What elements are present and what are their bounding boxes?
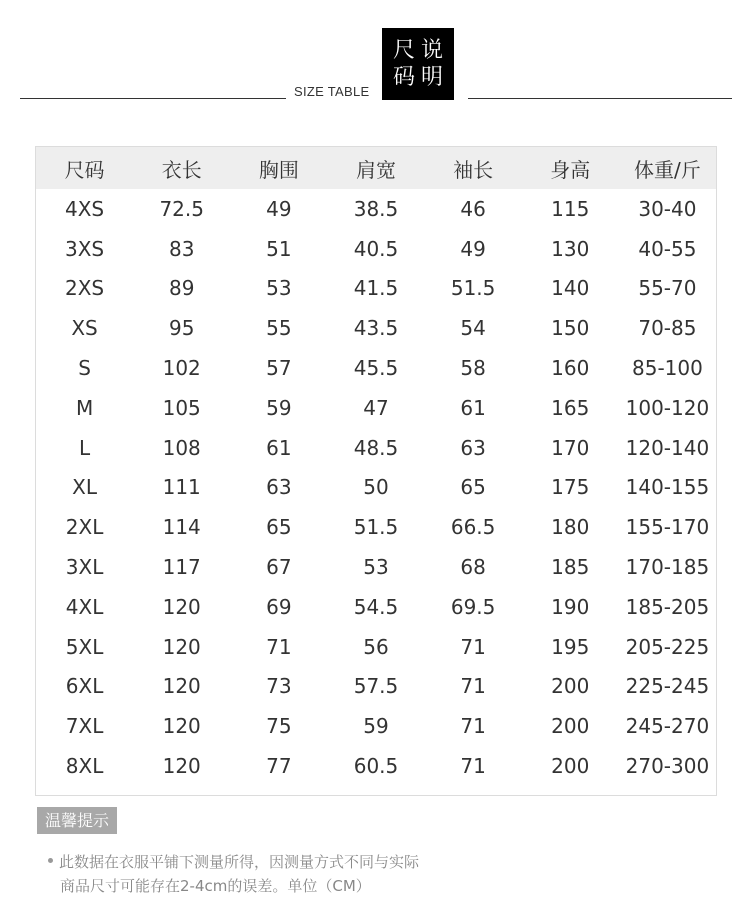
table-cell: 108 bbox=[162, 435, 201, 460]
table-cell: 150 bbox=[551, 316, 590, 341]
table-cell: 117 bbox=[162, 555, 201, 580]
table-cell: 120-140 bbox=[625, 435, 710, 460]
table-row bbox=[36, 388, 716, 428]
table-cell: 120 bbox=[162, 594, 201, 619]
table-row bbox=[36, 269, 716, 309]
column-header-size: 尺码 bbox=[64, 157, 105, 182]
table-cell: 55 bbox=[266, 316, 292, 341]
table-cell: 200 bbox=[551, 674, 590, 699]
table-cell: 30-40 bbox=[638, 196, 697, 221]
table-cell: 6XL bbox=[65, 674, 104, 699]
table-cell: 53 bbox=[266, 276, 292, 301]
table-cell: 175 bbox=[551, 475, 590, 500]
table-cell: 2XL bbox=[65, 515, 104, 540]
right-divider bbox=[468, 98, 732, 99]
table-cell: 5XL bbox=[65, 634, 104, 659]
table-cell: 270-300 bbox=[625, 754, 710, 779]
table-cell: 40.5 bbox=[353, 236, 399, 261]
table-cell: 120 bbox=[162, 714, 201, 739]
table-row bbox=[36, 746, 716, 786]
table-row bbox=[36, 667, 716, 707]
table-cell: 190 bbox=[551, 594, 590, 619]
table-cell: 38.5 bbox=[353, 196, 399, 221]
table-cell: 140 bbox=[551, 276, 590, 301]
table-cell: 200 bbox=[551, 754, 590, 779]
table-cell: M bbox=[75, 395, 94, 420]
table-cell: 71 bbox=[460, 754, 486, 779]
table-cell: 77 bbox=[266, 754, 292, 779]
table-cell: 61 bbox=[266, 435, 292, 460]
size-chart-title-badge bbox=[382, 28, 454, 100]
size-table bbox=[35, 146, 717, 796]
table-cell: XS bbox=[71, 316, 98, 341]
table-cell: 95 bbox=[168, 316, 195, 341]
table-header-row bbox=[36, 147, 716, 189]
table-cell: 41.5 bbox=[353, 276, 399, 301]
column-header-weight: 体重/斤 bbox=[634, 157, 701, 182]
table-cell: 47 bbox=[363, 395, 389, 420]
table-cell: 55-70 bbox=[638, 276, 697, 301]
size-table-subtitle: SIZE TABLE bbox=[294, 84, 370, 99]
table-cell: 50 bbox=[363, 475, 389, 500]
note-line-2: 商品尺寸可能存在2-4cm的误差。单位（CM） bbox=[60, 877, 371, 895]
table-cell: 57.5 bbox=[353, 674, 399, 699]
table-cell: 65 bbox=[266, 515, 292, 540]
tips-badge: 温馨提示 bbox=[37, 807, 117, 834]
table-cell: 65 bbox=[460, 475, 486, 500]
table-cell: 165 bbox=[551, 395, 590, 420]
title-char-1: 尺 bbox=[392, 37, 415, 63]
table-cell: 4XL bbox=[65, 594, 104, 619]
column-header-length: 衣长 bbox=[161, 157, 202, 182]
table-cell: 205-225 bbox=[625, 634, 710, 659]
table-cell: 51.5 bbox=[450, 276, 496, 301]
table-cell: 49 bbox=[460, 236, 486, 261]
table-cell: 114 bbox=[162, 515, 201, 540]
table-cell: 89 bbox=[168, 276, 195, 301]
table-row bbox=[36, 507, 716, 547]
table-cell: 45.5 bbox=[353, 356, 399, 381]
table-cell: 53 bbox=[363, 555, 389, 580]
table-cell: 71 bbox=[460, 674, 486, 699]
table-cell: 2XS bbox=[65, 276, 105, 301]
table-cell: 63 bbox=[460, 435, 486, 460]
table-cell: 63 bbox=[266, 475, 292, 500]
table-row bbox=[36, 428, 716, 468]
table-cell: 83 bbox=[168, 236, 195, 261]
table-cell: 105 bbox=[162, 395, 201, 420]
table-cell: 71 bbox=[460, 714, 486, 739]
table-cell: 58 bbox=[460, 356, 486, 381]
table-cell: 180 bbox=[551, 515, 590, 540]
size-table-grid bbox=[36, 147, 716, 786]
column-header-height: 身高 bbox=[550, 157, 591, 182]
title-char-2: 说 bbox=[420, 37, 443, 63]
table-row bbox=[36, 587, 716, 627]
table-cell: 170-185 bbox=[625, 555, 710, 580]
column-header-sleeve: 袖长 bbox=[453, 157, 494, 182]
table-cell: 111 bbox=[162, 475, 201, 500]
bullet-dot bbox=[48, 858, 53, 863]
column-header-chest: 胸围 bbox=[258, 157, 299, 182]
table-cell: 51.5 bbox=[353, 515, 399, 540]
table-cell: 68 bbox=[460, 555, 486, 580]
table-cell: 120 bbox=[162, 634, 201, 659]
table-cell: S bbox=[78, 356, 91, 381]
table-cell: 4XS bbox=[65, 196, 105, 221]
measurement-note bbox=[48, 850, 419, 898]
table-cell: 120 bbox=[162, 674, 201, 699]
table-row bbox=[36, 468, 716, 508]
table-cell: 185-205 bbox=[625, 594, 710, 619]
table-cell: 70-85 bbox=[638, 316, 697, 341]
table-cell: 54.5 bbox=[353, 594, 399, 619]
note-line-1: 此数据在衣服平铺下测量所得，因测量方式不同与实际 bbox=[59, 853, 420, 871]
table-cell: 59 bbox=[363, 714, 389, 739]
title-char-3: 码 bbox=[392, 64, 415, 90]
table-cell: 60.5 bbox=[353, 754, 399, 779]
table-cell: 3XS bbox=[65, 236, 105, 261]
table-cell: 59 bbox=[266, 395, 292, 420]
table-cell: 73 bbox=[266, 674, 292, 699]
table-row bbox=[36, 308, 716, 348]
title-char-4: 明 bbox=[420, 64, 443, 90]
table-cell: 61 bbox=[460, 395, 486, 420]
table-cell: 160 bbox=[551, 356, 590, 381]
table-cell: 200 bbox=[551, 714, 590, 739]
table-cell: 130 bbox=[551, 236, 590, 261]
table-cell: 72.5 bbox=[159, 196, 204, 221]
table-row bbox=[36, 547, 716, 587]
table-cell: 170 bbox=[551, 435, 590, 460]
table-row bbox=[36, 229, 716, 269]
table-cell: 69.5 bbox=[450, 594, 496, 619]
column-header-shoulder: 肩宽 bbox=[355, 157, 396, 182]
table-cell: 49 bbox=[266, 196, 292, 221]
table-row bbox=[36, 627, 716, 667]
table-cell: 56 bbox=[363, 634, 389, 659]
table-cell: 115 bbox=[551, 196, 590, 221]
table-cell: 195 bbox=[551, 634, 590, 659]
table-cell: 140-155 bbox=[625, 475, 710, 500]
table-cell: 102 bbox=[162, 356, 201, 381]
table-cell: 3XL bbox=[65, 555, 104, 580]
table-cell: 8XL bbox=[65, 754, 104, 779]
table-cell: 51 bbox=[266, 236, 292, 261]
table-cell: 225-245 bbox=[625, 674, 710, 699]
table-cell: XL bbox=[72, 475, 97, 500]
table-cell: 155-170 bbox=[625, 515, 710, 540]
table-cell: L bbox=[78, 435, 91, 460]
table-cell: 46 bbox=[460, 196, 486, 221]
table-cell: 67 bbox=[266, 555, 292, 580]
table-cell: 66.5 bbox=[450, 515, 496, 540]
table-cell: 71 bbox=[460, 634, 486, 659]
table-cell: 185 bbox=[551, 555, 590, 580]
table-cell: 85-100 bbox=[632, 356, 703, 381]
table-body bbox=[36, 189, 716, 786]
table-row bbox=[36, 348, 716, 388]
table-cell: 54 bbox=[460, 316, 486, 341]
table-cell: 245-270 bbox=[625, 714, 710, 739]
table-cell: 7XL bbox=[65, 714, 104, 739]
table-cell: 48.5 bbox=[353, 435, 399, 460]
table-cell: 43.5 bbox=[353, 316, 399, 341]
table-cell: 120 bbox=[162, 754, 201, 779]
table-row bbox=[36, 189, 716, 229]
table-cell: 71 bbox=[266, 634, 292, 659]
table-cell: 40-55 bbox=[638, 236, 697, 261]
table-row bbox=[36, 706, 716, 746]
table-cell: 100-120 bbox=[625, 395, 710, 420]
left-divider bbox=[20, 98, 286, 99]
table-cell: 57 bbox=[266, 356, 292, 381]
table-cell: 69 bbox=[266, 594, 292, 619]
table-cell: 75 bbox=[266, 714, 292, 739]
